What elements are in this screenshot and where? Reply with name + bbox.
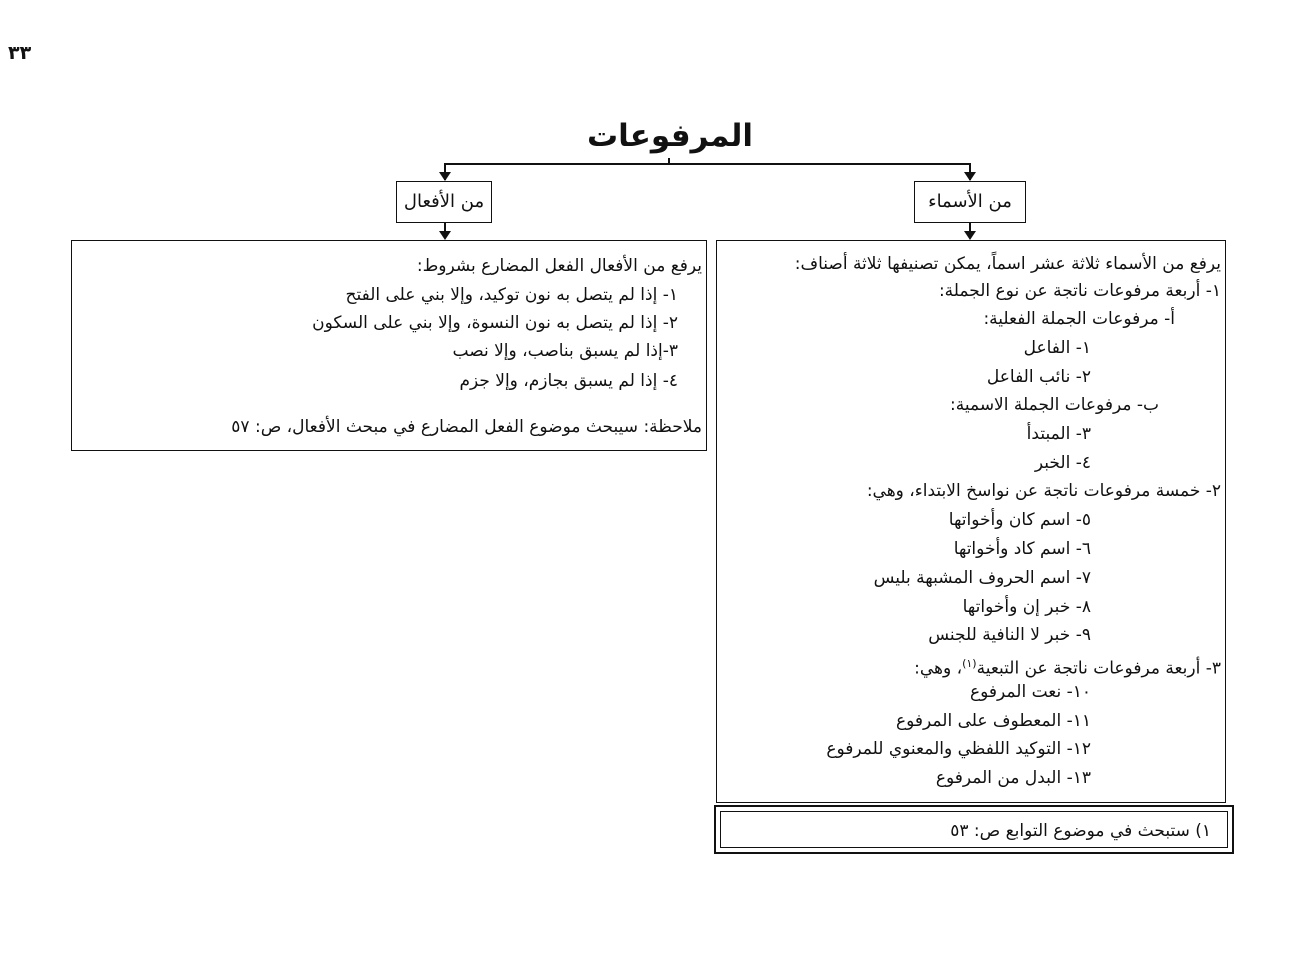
nouns-item-2: ٢- نائب الفاعل xyxy=(986,367,1091,387)
nouns-item-5: ٥- اسم كان وأخواتها xyxy=(948,510,1091,530)
nouns-item-3: ٣- المبتدأ xyxy=(1026,424,1091,444)
footnote-box xyxy=(714,805,1234,854)
nouns-group-3-suffix: ، وهي: xyxy=(914,658,963,679)
nouns-intro: يرفع من الأسماء ثلاثة عشر اسماً، يمكن تصنيفها ثلاثة أصناف: xyxy=(794,254,1221,274)
page-number: ٣٣ xyxy=(8,42,32,64)
verbs-branch-label: من الأفعال xyxy=(396,181,492,223)
verbs-note: ملاحظة: سيبحث موضوع الفعل المضارع في مبحث الأفعال، ص: ٥٧ xyxy=(231,417,702,437)
verbs-intro: يرفع من الأفعال الفعل المضارع بشروط: xyxy=(416,256,702,276)
nouns-item-9: ٩- خبر لا النافية للجنس xyxy=(928,625,1091,645)
arrow-down-icon xyxy=(964,231,976,240)
nouns-item-10: ١٠- نعت المرفوع xyxy=(970,682,1091,702)
footnote-text: ١) ستبحث في موضوع التوابع ص: ٥٣ xyxy=(720,811,1228,848)
verbs-condition-4: ٤- إذا لم يسبق بجازم، وإلا جزم xyxy=(459,371,678,391)
connector-horizontal xyxy=(444,163,970,165)
nouns-group-1a: أ- مرفوعات الجملة الفعلية: xyxy=(983,309,1175,329)
nouns-group-1: ١- أربعة مرفوعات ناتجة عن نوع الجملة: xyxy=(938,281,1221,301)
nouns-branch-label: من الأسماء xyxy=(914,181,1026,223)
nouns-item-12: ١٢- التوكيد اللفظي والمعنوي للمرفوع xyxy=(826,739,1091,759)
arrow-down-icon xyxy=(439,231,451,240)
verbs-condition-2: ٢- إذا لم يتصل به نون النسوة، وإلا بني على السكون xyxy=(312,313,678,333)
arrow-down-icon xyxy=(964,172,976,181)
nouns-item-4: ٤- الخبر xyxy=(1034,453,1091,473)
nouns-item-6: ٦- اسم كاد وأخواتها xyxy=(953,539,1091,559)
verbs-condition-3: ٣-إذا لم يسبق بناصب، وإلا نصب xyxy=(452,341,678,361)
nouns-item-8: ٨- خبر إن وأخواتها xyxy=(962,597,1091,617)
verbs-condition-1: ١- إذا لم يتصل به نون توكيد، وإلا بني على الفتح xyxy=(345,285,678,305)
nouns-content-box xyxy=(716,240,1226,803)
nouns-group-3 xyxy=(914,649,1221,678)
verbs-content-box xyxy=(71,240,707,451)
nouns-item-11: ١١- المعطوف على المرفوع xyxy=(896,711,1091,731)
nouns-group-2: ٢- خمسة مرفوعات ناتجة عن نواسخ الابتداء، وهي: xyxy=(866,481,1221,501)
page-title: المرفوعات xyxy=(586,118,754,154)
nouns-item-1: ١- الفاعل xyxy=(1023,338,1091,358)
footnote-reference: (١) xyxy=(962,657,977,670)
nouns-item-13: ١٣- البدل من المرفوع xyxy=(935,768,1091,788)
nouns-group-1b: ب- مرفوعات الجملة الاسمية: xyxy=(950,395,1159,415)
arrow-down-icon xyxy=(439,172,451,181)
nouns-item-7: ٧- اسم الحروف المشبهة بليس xyxy=(873,568,1091,588)
nouns-group-3-text: ٣- أربعة مرفوعات ناتجة عن التبعية xyxy=(976,658,1221,679)
